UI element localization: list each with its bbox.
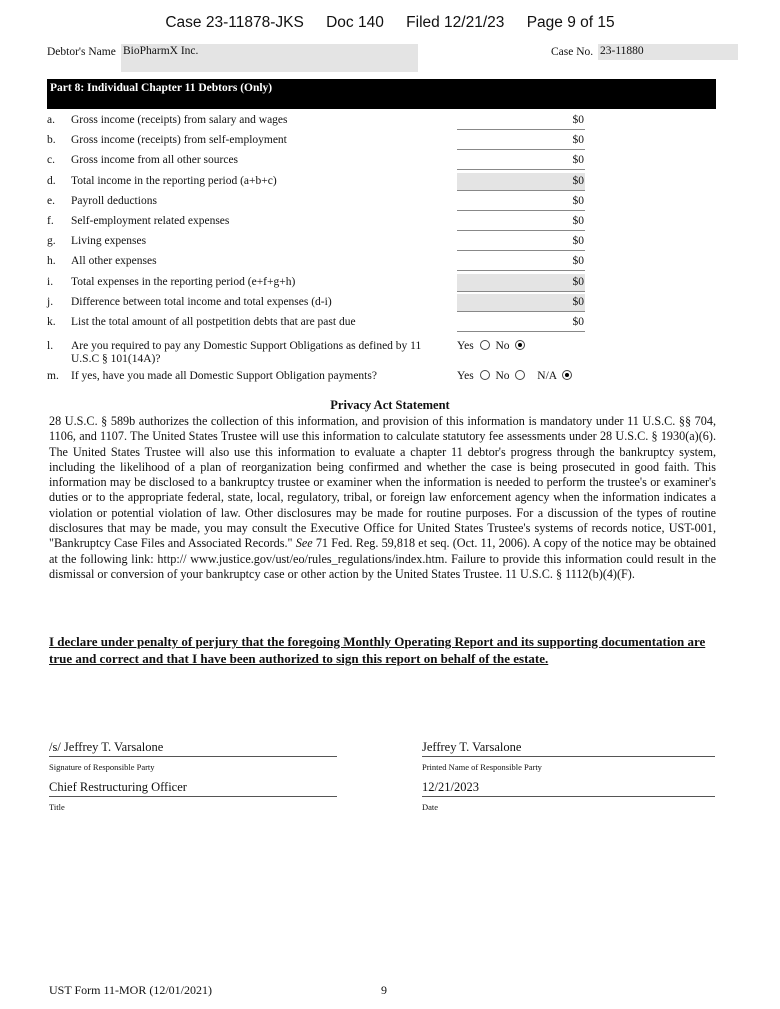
doc-number: Doc 140	[326, 14, 384, 31]
signature-field: /s/ Jeffrey T. Varsalone	[49, 740, 337, 757]
printed-name-label: Printed Name of Responsible Party	[422, 762, 542, 772]
row-letter: k.	[47, 316, 56, 328]
question-l-choices	[457, 340, 528, 352]
debtor-name-label: Debtor's Name	[47, 46, 116, 58]
row-letter: g.	[47, 235, 56, 248]
row-letter: c.	[47, 154, 55, 167]
yes-option-label: Yes	[457, 340, 474, 352]
privacy-body-1: 28 U.S.C. § 589b authorizes the collection of this information, and provision of this information is mandatory under 11 U.S.C. §§ 704, 1106, and 1107. The United States Trustee will use this information to calculate statutory fee assessments under 28 U.S.C. § 1930(a)(6). The United States Trustee will also use this information to evaluate a chapter 11 debtor's progress through the bankruptcy system, including the likelihood of a plan of reorganization being confirmed and whether the case is being prosecuted in good faith. This information may be disclosed to a bankruptcy trustee or examiner when the information is needed to perform the trustee's or examiner's duties or to the appropriate federal, state, local, regulatory, tribal, or foreign law enforcement agency when the information indicates a violation or potential violation of law. Other disclosures may be made for routine purposes. For a discussion of the types of routine disclosures that may be made, you may consult the Executive Office for United States Trustee's systems of records notice, UST-001, "Bankruptcy Case Files and Associated Records."	[49, 414, 716, 551]
page-number: 9	[381, 983, 387, 997]
na-radio[interactable]	[562, 370, 572, 380]
row-letter: f.	[47, 215, 54, 227]
part8-row	[47, 314, 716, 334]
row-letter: m.	[47, 370, 59, 382]
question-m-label: If yes, have you made all Domestic Support Obligation payments?	[71, 370, 377, 382]
row-label: Gross income (receipts) from salary and wages	[71, 114, 288, 126]
part8-row	[47, 173, 716, 193]
part8-row	[47, 112, 716, 132]
case-no-label: Case No.	[551, 46, 594, 58]
part8-row	[47, 213, 716, 233]
row-value-field[interactable]: $0	[457, 253, 585, 271]
question-l-label: Are you required to pay any Domestic Support Obligations as defined by 11 U.S.C § 101(14A)?	[71, 340, 422, 365]
case-header	[0, 14, 780, 32]
page-indicator: Page 9 of 15	[526, 14, 615, 31]
yes-option-label: Yes	[457, 370, 474, 382]
row-value-field[interactable]: $0	[457, 193, 585, 211]
row-letter: a.	[47, 114, 55, 126]
part8-row	[47, 152, 716, 172]
row-label: Total expenses in the reporting period (e+f+g+h)	[71, 275, 296, 288]
na-option-label: N/A	[537, 370, 557, 382]
part8-row	[47, 132, 716, 152]
row-value-field[interactable]: $0	[457, 233, 585, 251]
title-label: Title	[49, 802, 65, 812]
privacy-see: See	[295, 536, 313, 551]
row-letter: e.	[47, 194, 55, 207]
row-label: Difference between total income and total expenses (d-i)	[71, 295, 332, 308]
question-m	[47, 368, 716, 388]
debtor-name-field: BioPharmX Inc.	[121, 44, 418, 72]
form-footer: UST Form 11-MOR (12/01/2021)	[49, 983, 213, 997]
printed-name-field: Jeffrey T. Varsalone	[422, 740, 715, 757]
row-value-field[interactable]: $0	[457, 213, 585, 231]
row-label: Gross income from all other sources	[71, 154, 239, 167]
row-label: Total income in the reporting period (a+b+c)	[71, 174, 277, 187]
row-label: All other expenses	[71, 255, 157, 268]
part8-row	[47, 193, 716, 213]
part8-row	[47, 253, 716, 273]
part8-row	[47, 294, 716, 314]
yes-radio[interactable]	[480, 370, 490, 380]
declaration: I declare under penalty of perjury that the foregoing Monthly Operating Report and its supporting documentation are true and correct and that I have been authorized to sign this report on behalf of the estate.	[49, 634, 706, 666]
row-value-field[interactable]: $0	[457, 112, 585, 130]
no-radio[interactable]	[515, 370, 525, 380]
row-letter: h.	[47, 255, 56, 268]
row-letter: l.	[47, 340, 54, 352]
privacy-body-2: 71 Fed. Reg. 59,818 et seq. (Oct. 11, 2006). A copy of the notice may be obtained at the following link: http:// www.justice.gov/ust/eo/rules_regulations/index.htm. Failure to provide this information could result in the dismissal or conversion of your bankruptcy case or other action by the United States Trustee. 11 U.S.C. § 1112(b)(4)(F).	[49, 536, 716, 581]
no-radio[interactable]	[515, 340, 525, 350]
date-field: 12/21/2023	[422, 780, 715, 797]
filed-date: Filed 12/21/23	[406, 14, 505, 31]
row-label: Gross income (receipts) from self-employment	[71, 134, 287, 147]
signature-label: Signature of Responsible Party	[49, 762, 155, 772]
no-option-label: No	[495, 340, 510, 352]
question-l	[47, 338, 716, 368]
row-label: Living expenses	[71, 235, 147, 248]
row-label: List the total amount of all postpetition debts that are past due	[71, 316, 356, 328]
row-letter: j.	[47, 295, 54, 308]
row-label: Self-employment related expenses	[71, 215, 230, 227]
row-value-field[interactable]: $0	[457, 132, 585, 150]
date-label: Date	[422, 802, 439, 812]
row-label: Payroll deductions	[71, 194, 157, 207]
yes-radio[interactable]	[480, 340, 490, 350]
row-letter: b.	[47, 134, 56, 147]
part8-header: Part 8: Individual Chapter 11 Debtors (Only)	[47, 79, 716, 109]
question-m-choices	[457, 370, 575, 382]
privacy-title: Privacy Act Statement	[330, 398, 450, 412]
row-value-field[interactable]: $0	[457, 314, 585, 332]
row-value-field[interactable]: $0	[457, 274, 585, 292]
case-no-field: 23-11880	[598, 44, 738, 60]
row-letter: d.	[47, 174, 56, 187]
row-value-field[interactable]: $0	[457, 294, 585, 312]
no-option-label: No	[495, 370, 510, 382]
row-value-field[interactable]: $0	[457, 173, 585, 191]
part8-row	[47, 274, 716, 294]
row-value-field[interactable]: $0	[457, 152, 585, 170]
privacy-statement	[49, 414, 716, 582]
row-letter: i.	[47, 275, 54, 288]
title-field: Chief Restructuring Officer	[49, 780, 337, 797]
case-number: Case 23-11878-JKS	[165, 14, 304, 31]
part8-row	[47, 233, 716, 253]
